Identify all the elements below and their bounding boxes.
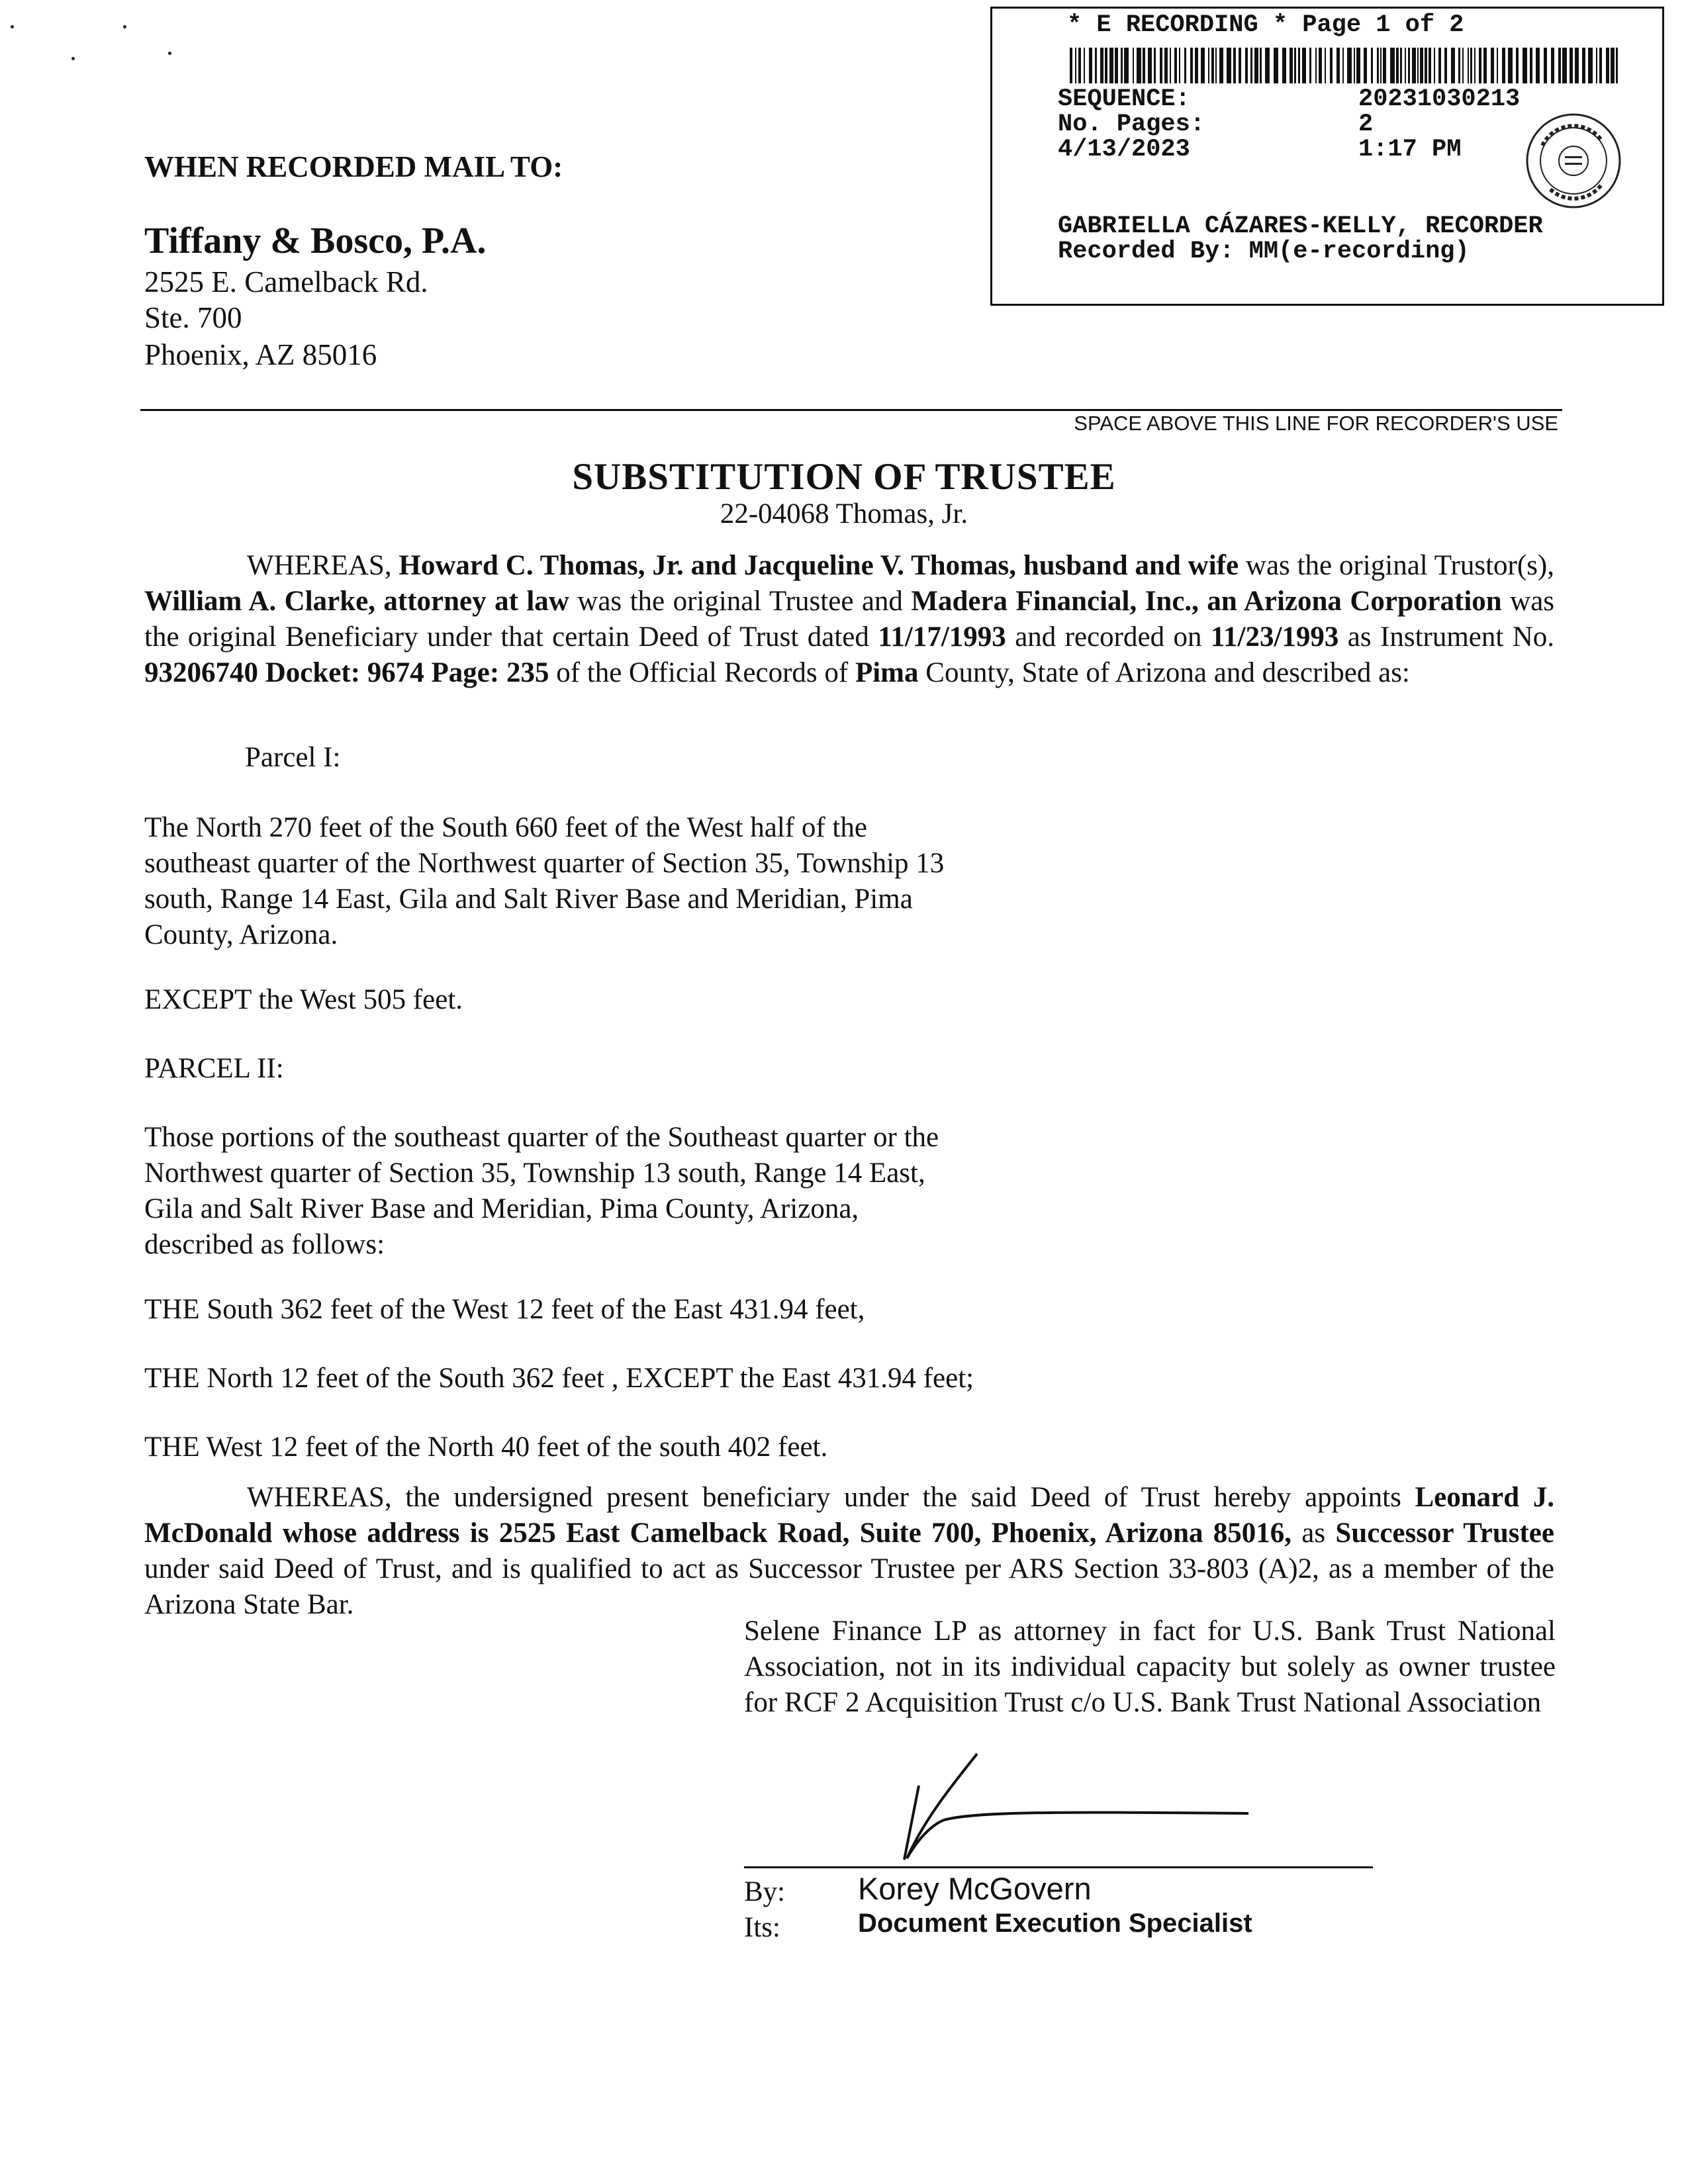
by-label: By: <box>744 1876 786 1907</box>
sequence-value: 20231030213 <box>1358 85 1521 113</box>
firm-name: Tiffany & Bosco, P.A. <box>144 220 487 261</box>
recorder-use-divider <box>140 409 1562 411</box>
pages-label: No. Pages: <box>1058 111 1205 138</box>
parcel-1-exception: EXCEPT the West 505 feet. <box>144 984 463 1015</box>
parcel-2-line-3: THE West 12 feet of the North 40 feet of the south 402 feet. <box>144 1432 828 1463</box>
signer-title: Document Execution Specialist <box>858 1909 1252 1938</box>
recording-time: 1:17 PM <box>1358 136 1462 163</box>
scan-speck <box>71 57 75 60</box>
scan-speck <box>11 25 14 28</box>
recording-date: 4/13/2023 <box>1058 136 1190 163</box>
handwritten-signature <box>878 1747 1262 1866</box>
address-line-2: Ste. 700 <box>144 301 242 334</box>
whereas-paragraph-1: WHEREAS, Howard C. Thomas, Jr. and Jacqueline V. Thomas, husband and wife was the original Trustor(s), William A. Clarke, attorney at law was the original Trustee and Madera Financial, Inc., an Arizona Corporation was the original Beneficiary under that certain Deed of Trust dated 11/17/1993 and recorded on 11/23/1993 as Instrument No. 93206740 Docket: 9674 Page: 235 of the Official Records of Pima County, State of Arizona and described as: <box>144 550 1555 688</box>
parcel-2-description: Those portions of the southeast quarter of the Southeast quarter or the Northwest quarter of Section 35, Township 13 south, Range 14 East, Gila and Salt River Base and Meridian, Pima County, Arizona, described as follows: <box>144 1122 939 1260</box>
pages-value: 2 <box>1358 111 1374 138</box>
parcel-2-heading: PARCEL II: <box>144 1053 284 1084</box>
its-label: Its: <box>744 1912 780 1943</box>
signer-name: Korey McGovern <box>858 1871 1092 1906</box>
recorded-by: Recorded By: MM(e-recording) <box>1058 238 1470 265</box>
document-subtitle: 22-04068 Thomas, Jr. <box>720 498 968 529</box>
document-title: SUBSTITUTION OF TRUSTEE <box>572 456 1116 498</box>
address-line-1: 2525 E. Camelback Rd. <box>144 265 428 298</box>
parcel-1-description: The North 270 feet of the South 660 feet of the West half of the southeast quarter of the Northwest quarter of Section 35, Township 13 south, Range 14 East, Gila and Salt River Base and Meridian, Pima County, Arizona. <box>144 812 945 950</box>
whereas-paragraph-2: WHEREAS, the undersigned present beneficiary under the said Deed of Trust hereby appoints Leonard J. McDonald whose address is 2525 East Camelback Road, Suite 700, Phoenix, Arizona 85016, as Successor Trustee under said Deed of Trust, and is qualified to act as Successor Trustee per ARS Section 33-803 (A)2, as a member of the Arizona State Bar. <box>144 1482 1554 1620</box>
scan-speck <box>123 25 126 28</box>
parcel-2-line-1: THE South 362 feet of the West 12 feet of the East 431.94 feet, <box>144 1294 865 1325</box>
recording-header: * E RECORDING * Page 1 of 2 <box>1067 11 1464 39</box>
recorder-name: GABRIELLA CÁZARES-KELLY, RECORDER <box>1058 212 1543 240</box>
sequence-label: SEQUENCE: <box>1058 85 1190 113</box>
mail-to-label: WHEN RECORDED MAIL TO: <box>144 150 563 183</box>
parcel-1-heading: Parcel I: <box>245 742 341 773</box>
county-recorder-seal-icon <box>1524 111 1623 210</box>
address-line-3: Phoenix, AZ 85016 <box>144 338 377 371</box>
signature-line <box>744 1866 1373 1868</box>
parcel-2-line-2: THE North 12 feet of the South 362 feet , EXCEPT the East 431.94 feet; <box>144 1363 974 1394</box>
recorder-use-note: SPACE ABOVE THIS LINE FOR RECORDER'S USE <box>1074 412 1558 435</box>
scan-speck <box>168 52 171 55</box>
barcode-icon <box>1070 48 1622 83</box>
signatory-entity: Selene Finance LP as attorney in fact for U.S. Bank Trust National Association, not in its individual capacity but solely as owner trustee for RCF 2 Acquisition Trust c/o U.S. Bank Trust National Association <box>744 1615 1556 1718</box>
